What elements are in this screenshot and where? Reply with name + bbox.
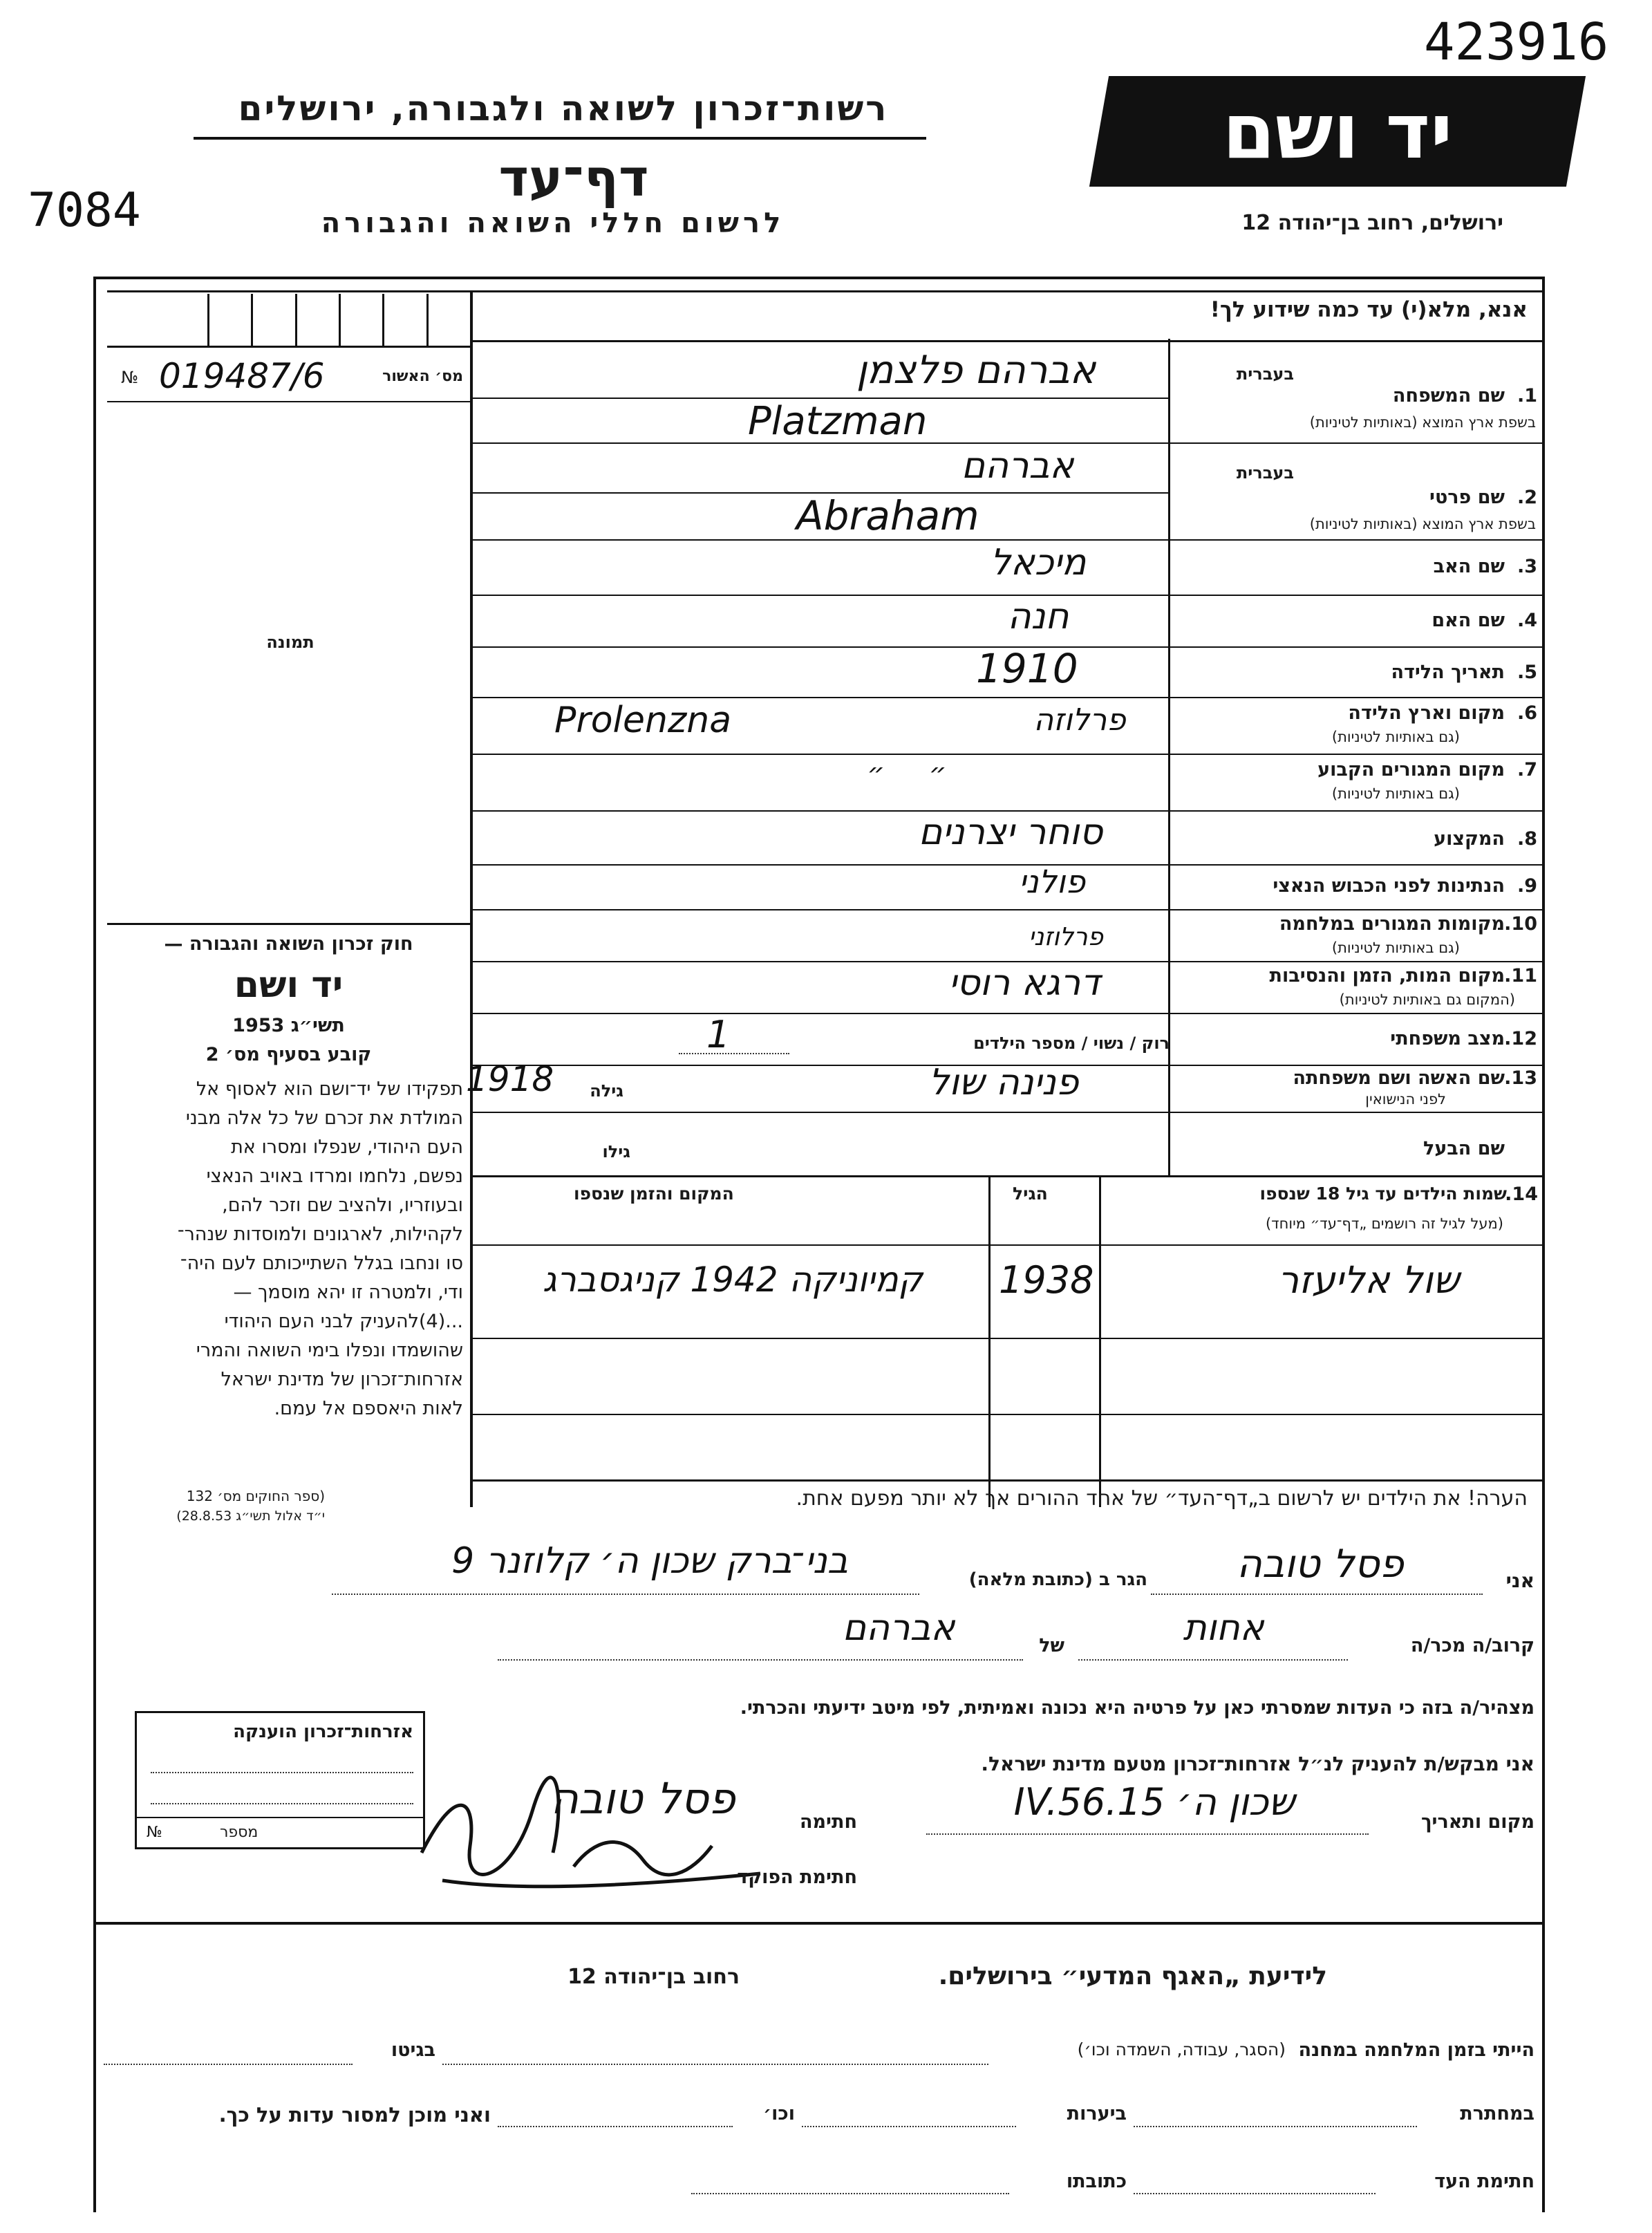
place-date-line [926,1833,1369,1835]
bottom-ready-text: ואני מוכן למסור עדות על כך. [218,2103,491,2127]
father-name-value: מיכאל [990,542,1087,583]
registration-boxes [207,294,470,346]
form-subtitle: לרשום חללי השואה והגבורה [321,207,785,239]
children-number: 14. [1505,1184,1538,1205]
citizenship-box [135,1711,425,1849]
field-sublabel: לפני הנישואין [1365,1091,1446,1108]
law-line: המולדת את זכרם של כל אלה מבני [185,1108,463,1129]
org-underline [194,137,926,140]
child-place-value: קמיוניקה 1942 קניגסברג [542,1260,923,1300]
photo-top-line [107,401,470,402]
field-label: שם האב [1433,556,1505,577]
yad-vashem-logo: יד ושם [1089,76,1586,187]
bottom-section-top [93,1922,1545,1925]
law-logo: יד ושם [234,964,344,1006]
declarant-address-value: בני־ברק שכון ה׳ קלוזנר 9 [451,1540,848,1582]
declaration-text: מצהיר/ה בזה כי העדות שמסרתי כאן על פרטיה היא נכונה ואמיתית, לפי מיטב ידיעתי והכרתי. [740,1697,1534,1719]
field-number: 9. [1517,875,1537,897]
signature-value[interactable]: פסל טובה [550,1773,735,1824]
bottom-witness-address-label: כתובתו [1066,2171,1127,2192]
field-birth-place[interactable] [471,698,1543,754]
citizenship-line [151,1772,413,1773]
law-line: נפשם, נלחמו ומרדו באויב הנאצי [206,1166,463,1187]
children-sublabel: (מעל לגיל זה רושמים „דף־עד״ מיוחד) [1265,1215,1503,1232]
resides-label: הגר ב (כתובת מלאה) [968,1569,1147,1590]
law-line: ודי, ולמטרה זו יהא מוסמך — [233,1282,463,1303]
field-label: שם האם [1432,610,1505,631]
field-number: 11. [1504,965,1537,987]
citizenship-line [151,1803,413,1804]
field-sublabel: בשפת ארץ המוצא (באותיות לטיניות) [1309,516,1536,532]
place-date-value: שכון ה׳ 15.IV.56 [1013,1780,1295,1824]
field-label: שם המשפחה [1392,385,1505,407]
declarant-address-line [332,1594,919,1595]
field-sublabel: (המקום גם באותיות לטיניות) [1339,991,1515,1008]
children-count-line [679,1053,789,1054]
relation-line [1078,1659,1348,1661]
field-number: 3. [1517,556,1537,577]
children-count-value: 1 [706,1013,731,1056]
photo-label: תמונה [266,633,315,652]
bottom-title: לידיעת „האגף המדעי״ בירושלים. [938,1962,1327,1990]
row-sep [471,1175,1543,1177]
field-label: שם הבעל [1423,1138,1505,1159]
field-number: 13. [1504,1067,1537,1089]
field-wartime-residence[interactable] [471,910,1543,961]
field-number: 1. [1517,385,1537,407]
law-body [97,1075,463,1423]
bottom-camp-types: (הסגר, עבודה, השמדה וכו׳) [1077,2039,1286,2059]
form-title: דף־עד [498,149,649,208]
law-line: ובעוזריו, ולהציב שם וזכר להם, [222,1195,463,1216]
declarant-ani-label: אני [1505,1569,1534,1592]
bottom-underground-label: במחתרת [1460,2103,1534,2124]
field-number: 5. [1517,662,1537,683]
intro-text: אנא, מלא(י) עד כמה שידוע לך! [1210,297,1528,322]
birth-place-latin-value: Prolenzna [554,700,732,741]
org-name: רשות־זכרון לשואה ולגבורה, ירושלים [238,88,889,129]
registration-line [107,346,470,348]
field-label: תאריך הלידה [1391,662,1505,683]
left-page-number: 7084 [28,183,141,238]
field-label: מקום המגורים הקבוע [1317,759,1505,781]
request-text: אני מבקש/ת להעניק לנ״ל אזרחות־זכרון מטעם מדינת ישראל. [981,1753,1534,1775]
husband-age-label: גילו [602,1142,630,1161]
field-sublabel: (גם באותיות לטיניות) [1331,940,1460,956]
officer-signature-label: חתימת הפוקד [737,1867,857,1888]
wartime-residence-value: פרלוזני [1029,923,1103,951]
field-sublabel: בשפת ארץ המוצא (באותיות לטיניות) [1309,414,1536,431]
law-box-top [107,923,470,925]
bottom-ghetto-line [104,2064,353,2065]
field-label: מקום המות, הזמן והנסיבות [1269,965,1505,987]
surname-hebrew-value: אברהם פלצמן [856,348,1096,393]
relation-value: אחות [1183,1607,1264,1649]
bottom-ghetto-label: בגיטו [391,2039,435,2061]
of-name-value: אברהם [842,1607,955,1649]
citizenship-title: אזרחות־זכרון הוענקה [233,1721,413,1742]
registration-number: 019487/6 [159,356,325,396]
field-label: מקום וארץ הלידה [1348,702,1505,724]
law-clause: קובע בסעיף מס׳ 2 [205,1044,372,1065]
surname-latin-value: Platzman [748,399,928,444]
field-sublabel: (גם באותיות לטיניות) [1331,729,1460,745]
death-place-value: דרגא רוסי [948,962,1100,1004]
header-address: ירושלים, רחוב בן־יהודה 12 [1241,211,1503,235]
law-line: לקהילות, לארגונים ולמוסדות שנהר־ [177,1224,463,1245]
relative-label: קרוב/ה מכר/ה [1410,1635,1534,1656]
bottom-camp-line [442,2064,988,2065]
child-age-value: 1938 [999,1258,1094,1302]
residence-value: ״ ״ [867,758,947,790]
field-surname[interactable] [471,342,1543,442]
children-bottom [471,1479,1543,1482]
bottom-address: רחוב בן־יהודה 12 [567,1965,740,1989]
field-number: 7. [1517,759,1537,781]
of-name-line [498,1659,1023,1661]
children-col-2 [988,1177,991,1507]
field-label: מצב משפחתי [1390,1028,1505,1049]
field-label: שם פרטי [1429,487,1505,508]
field-first-name[interactable] [471,444,1543,539]
children-place-header: המקום והזמן שנספו [574,1184,734,1204]
registration-label: מס׳ האשור [382,368,463,385]
children-note: הערה! את הילדים יש לרשום ב„דף־העד״ של אחד ההורים אך לא יותר מפעם אחת. [796,1486,1528,1511]
field-death-place[interactable] [471,962,1543,1013]
first-name-hebrew-value: אברהם [961,445,1074,487]
law-line: ...(4)להעניק לבני העם היהודי [224,1311,463,1332]
citizenship-number-label: מספר [220,1824,259,1841]
field-husband-name[interactable] [471,1113,1543,1175]
law-title: חוק זכרון השואה והגבורה — [164,933,413,955]
first-name-latin-value: Abraham [796,492,979,539]
law-line: לאות היאספם אל עמם. [274,1398,463,1419]
declarant-name-value: פסל טובה [1237,1542,1404,1587]
field-label: שם האשה ושם משפחתה [1293,1067,1505,1089]
bottom-forests-label: ביערות [1067,2103,1127,2124]
wife-age-label: גילה [590,1081,623,1101]
wife-name-value: פנינה שול [928,1062,1079,1103]
bottom-witness-signature-label: חתימת העד [1434,2171,1534,2192]
nationality-value: פולני [1018,863,1086,900]
field-number: 6. [1517,702,1537,724]
field-marital-status[interactable] [471,1014,1543,1065]
place-date-label: מקום ותאריך [1420,1811,1534,1833]
law-ref-2: י״ד אלול תשי״ג 28.8.53) [176,1508,325,1524]
field-number: 10. [1504,913,1537,935]
bottom-witness-signature-line [1134,2193,1376,2194]
mother-name-value: חנה [1007,596,1069,637]
hebrew-tag: בעברית [1236,463,1294,483]
field-occupation[interactable] [471,812,1543,864]
inner-top-line [107,290,1545,292]
field-sublabel: (גם באותיות לטיניות) [1331,785,1460,802]
law-line: תפקידו של יד־ושם הוא לאסוף אל [196,1078,463,1100]
law-line: העם היהודי, שנפלו ומסרו את [231,1137,463,1158]
law-line: סו ונחבו בגלל השתייכותם לעם היה־ [180,1253,463,1274]
archive-number: 423916 [1424,12,1609,72]
birth-date-value: 1910 [976,645,1078,692]
field-number: 8. [1517,828,1537,850]
field-mother-name[interactable] [471,596,1543,646]
field-father-name[interactable] [471,541,1543,595]
children-age-header: הגיל [1013,1184,1048,1204]
occupation-value: סוחר יצרנים [918,812,1103,853]
law-line: אזרחות־זכרון של מדינת ישראל [220,1369,463,1390]
field-wife-name[interactable] [466,1059,1543,1112]
wife-age-value: 1918 [466,1059,554,1099]
birth-place-hebrew-value: פרלוזה [1033,702,1126,738]
child-name-value: שול אליעזר [1277,1258,1460,1302]
law-line: שהושמדו ונפלו בימי השואה והמרי [196,1340,463,1361]
field-label: הנתינות לפני הכבוש הנאצי [1273,875,1505,897]
law-year: תשי״ג 1953 [232,1015,345,1036]
field-number: 12. [1504,1028,1537,1049]
children-col-1 [1099,1177,1101,1507]
bottom-etc-label: וכו׳ [763,2103,795,2124]
children-label: שמות הילדים עד גיל 18 שנספו [1259,1184,1507,1204]
field-number: 4. [1517,610,1537,631]
of-label: של [1039,1635,1064,1656]
bottom-underground-line [1134,2126,1417,2127]
law-ref-1: (ספר החוקים מס׳ 132 [186,1488,325,1504]
marital-options: רוק / נשוי / מספר הילדים [973,1034,1170,1053]
field-residence[interactable] [471,755,1543,810]
bottom-witness-address-line [691,2193,1009,2194]
field-nationality[interactable] [471,863,1543,909]
field-label: מקומות המגורים במלחמה [1279,913,1505,935]
citizenship-no-label: № [147,1824,162,1841]
declarant-name-line [1151,1594,1483,1595]
bottom-camp-label: הייתי בזמן המלחמה במחנה [1298,2039,1534,2061]
field-number: 2. [1517,487,1537,508]
field-label: המקצוע [1434,828,1505,850]
field-birth-date[interactable] [471,645,1543,697]
citizenship-sep [137,1817,423,1818]
hebrew-tag: בעברית [1236,364,1294,384]
children-row-sep [471,1338,1543,1339]
children-header-sep [471,1244,1543,1246]
children-row-sep [471,1414,1543,1415]
bottom-etc-line [498,2126,733,2127]
bottom-forests-line [802,2126,1016,2127]
registration-no-label: № [121,368,138,387]
signature-label: חתימה [799,1811,857,1833]
